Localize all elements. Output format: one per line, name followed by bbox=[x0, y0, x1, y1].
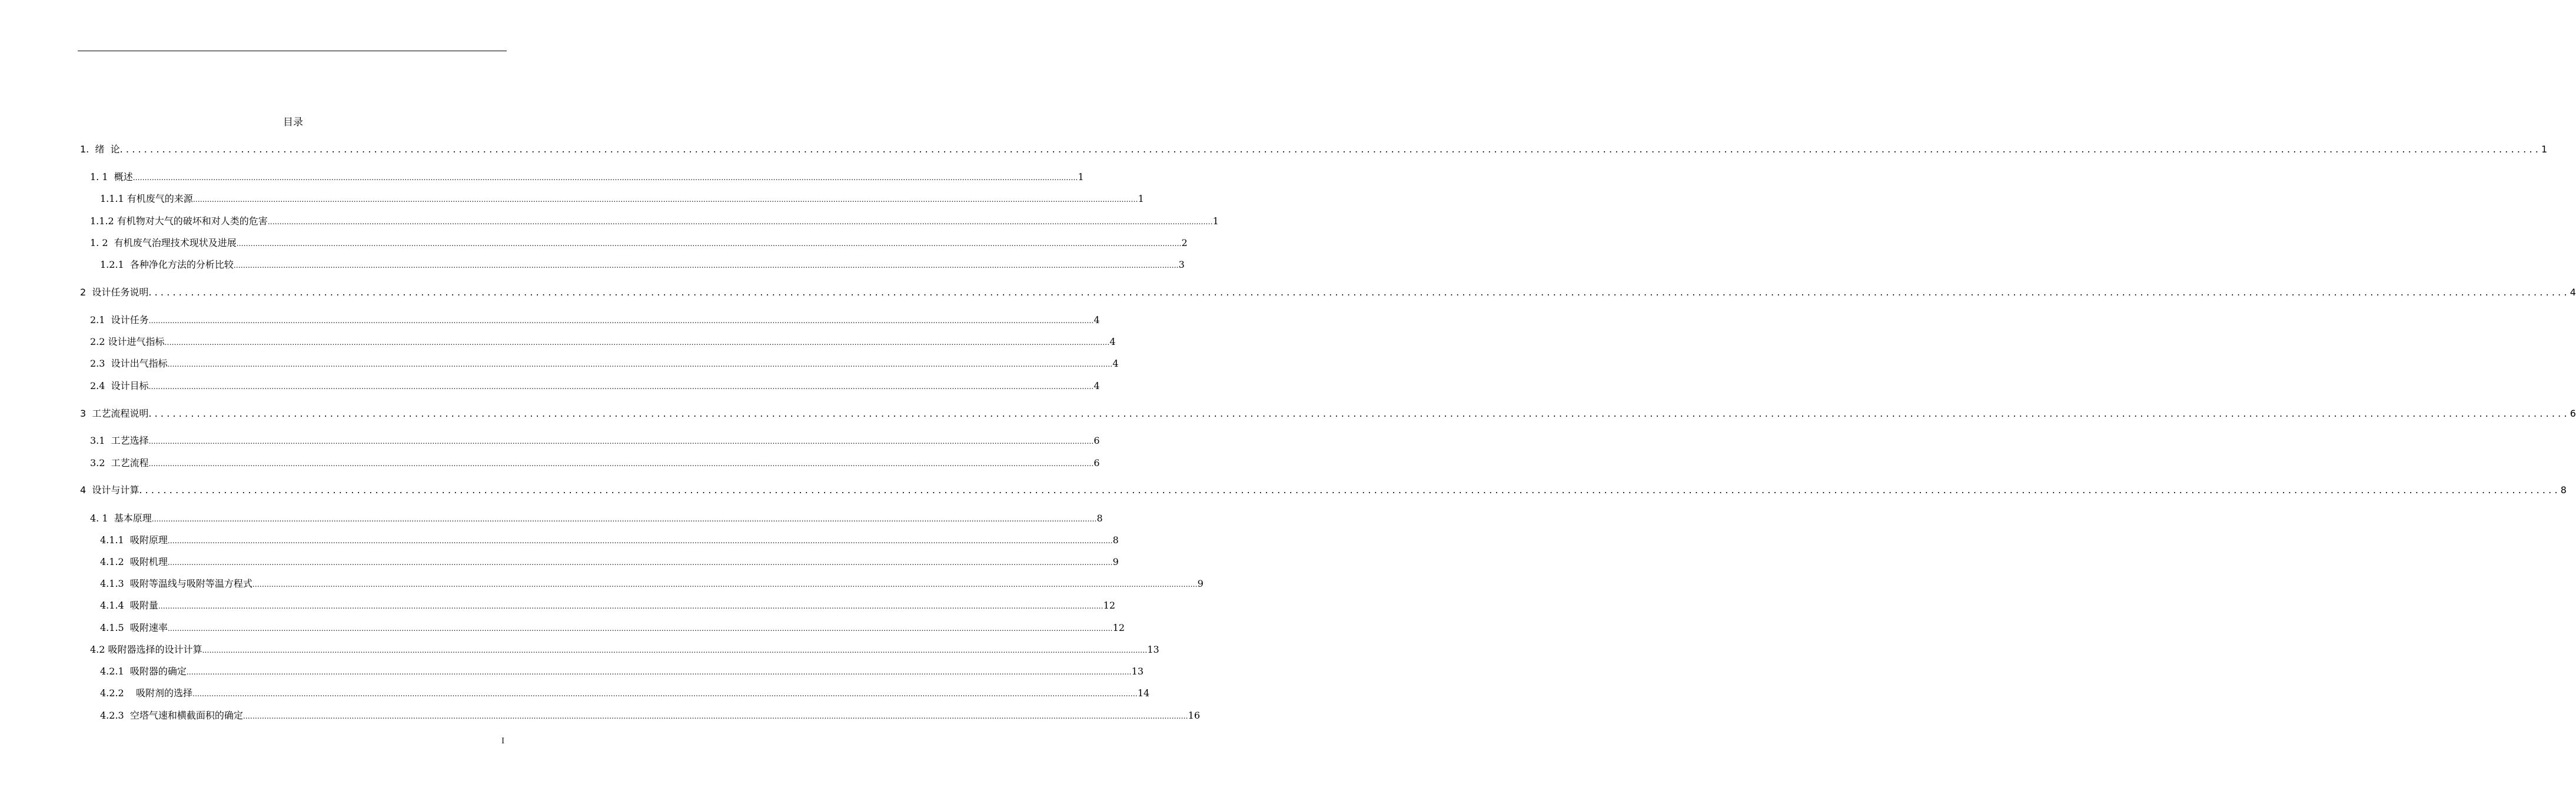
toc-dot-leader: ................................................................................................................................................................................................................................................................................................................................................................................................................ bbox=[158, 602, 1103, 610]
toc-dot-leader: ................................................................................................................................................................................................................................................................................................................................................................................................................ bbox=[192, 195, 1138, 204]
toc-entry-label: 3.2 工艺流程 bbox=[90, 457, 149, 468]
toc-entry[interactable] bbox=[80, 285, 2576, 299]
toc-dot-leader: ................................................................................................................................................................................................................................................................................................................................................................................................................ bbox=[132, 174, 1078, 182]
toc-dot-leader: ................................................................................................................................................................................................................................................................................................................................................................................................................ bbox=[148, 460, 1094, 468]
toc-entry-page-number: 4 bbox=[1109, 336, 1116, 347]
toc-entry-label: 2.2 设计进气指标 bbox=[90, 336, 165, 347]
toc-dot-leader: ................................................................................................................................................................................................................................................................................................................................................................................................................ bbox=[236, 240, 1182, 248]
toc-entry-page-number: 2 bbox=[1181, 237, 1188, 248]
toc-entry-page-number: 1 bbox=[1138, 193, 1144, 204]
toc-entry-page-number: 6 bbox=[1093, 457, 1100, 468]
toc-dot-leader: ................................................................................................................................................................................................................................................................................................................................................................................................................ bbox=[164, 338, 1110, 347]
toc-entry-page-number: 3 bbox=[1178, 259, 1185, 270]
toc-entry[interactable] bbox=[80, 142, 2548, 156]
toc-entry-label: 2.4 设计目标 bbox=[90, 380, 149, 391]
toc-dot-leader: ................................................................................................................................................................................................................................................................................................................................................................................................................ bbox=[233, 261, 1179, 270]
toc-entry[interactable] bbox=[90, 214, 1219, 228]
toc-entry-page-number: 1 bbox=[1078, 171, 1084, 182]
toc-entry-label: 1.2.1 各种净化方法的分析比较 bbox=[100, 259, 234, 270]
toc-entry-label: 2.3 设计出气指标 bbox=[90, 358, 168, 369]
toc-dot-leader: ................................................................................................................................................................................................................................................................................................................................................................................................................ bbox=[148, 287, 2570, 298]
toc-dot-leader: ................................................................................................................................................................................................................................................................................................................................................................................................................ bbox=[151, 515, 1097, 523]
toc-entry-label: 2.1 设计任务 bbox=[90, 314, 149, 325]
toc-entry[interactable] bbox=[100, 191, 1144, 205]
toc-entry[interactable] bbox=[100, 664, 1144, 678]
toc-entry-label: 4 设计与计算 bbox=[80, 484, 139, 496]
toc-entry[interactable] bbox=[100, 533, 1119, 547]
toc-dot-leader: ................................................................................................................................................................................................................................................................................................................................................................................................................ bbox=[252, 580, 1198, 589]
toc-entry[interactable] bbox=[90, 170, 1084, 184]
toc-entry-page-number: 4 bbox=[1093, 380, 1100, 391]
toc-dot-leader: ................................................................................................................................................................................................................................................................................................................................................................................................................ bbox=[148, 437, 1094, 446]
toc-entry-page-number: 8 bbox=[1096, 513, 1103, 524]
toc-entry-page-number: 12 bbox=[1103, 600, 1116, 611]
toc-entry-label: 4.2.3 空塔气速和横截面积的确定 bbox=[100, 710, 243, 721]
toc-dot-leader: ................................................................................................................................................................................................................................................................................................................................................................................................................ bbox=[167, 559, 1113, 567]
toc-entry[interactable] bbox=[100, 257, 1185, 271]
toc-dot-leader: ................................................................................................................................................................................................................................................................................................................................................................................................................ bbox=[202, 646, 1148, 654]
toc-entry-page-number: 8 bbox=[1112, 534, 1119, 546]
toc-entry-page-number: 4 bbox=[1112, 358, 1119, 369]
toc-dot-leader: ................................................................................................................................................................................................................................................................................................................................................................................................................ bbox=[192, 690, 1138, 698]
toc-entry[interactable] bbox=[90, 235, 1188, 250]
toc-entry-label: 4.1.2 吸附机理 bbox=[100, 556, 168, 567]
toc-entry[interactable] bbox=[100, 554, 1119, 569]
toc-entry-label: 2 设计任务说明 bbox=[80, 287, 149, 298]
toc-entry-label: 3.1 工艺选择 bbox=[90, 435, 149, 446]
toc-dot-leader: ................................................................................................................................................................................................................................................................................................................................................................................................................ bbox=[167, 537, 1113, 545]
toc-entry-page-number: 12 bbox=[1112, 622, 1125, 633]
toc-dot-leader: ................................................................................................................................................................................................................................................................................................................................................................................................................ bbox=[148, 383, 1094, 391]
toc-entry-page-number: 16 bbox=[1188, 710, 1201, 721]
toc-title: 目录 bbox=[283, 117, 303, 128]
toc-entry-page-number: 9 bbox=[1197, 578, 1204, 589]
toc-entry-page-number: 1 bbox=[2541, 144, 2548, 155]
toc-entry[interactable] bbox=[80, 406, 2576, 420]
toc-dot-leader: ................................................................................................................................................................................................................................................................................................................................................................................................................ bbox=[167, 624, 1113, 633]
toc-entry-label: 1. 绪 论 bbox=[80, 144, 120, 155]
toc-entry-page-number: 8 bbox=[2560, 484, 2567, 496]
toc-entry[interactable] bbox=[100, 686, 1150, 700]
toc-entry[interactable] bbox=[100, 620, 1125, 634]
toc-entry-label: 1.1.2 有机物对大气的破坏和对人类的危害 bbox=[90, 215, 268, 227]
toc-dot-leader: ................................................................................................................................................................................................................................................................................................................................................................................................................ bbox=[148, 408, 2570, 419]
toc-entry-page-number: 14 bbox=[1137, 687, 1150, 699]
toc-entry[interactable] bbox=[100, 598, 1116, 612]
toc-entry-page-number: 13 bbox=[1147, 644, 1159, 655]
toc-entry[interactable] bbox=[90, 356, 1119, 370]
footer-page-number: I bbox=[501, 737, 505, 746]
toc-entry-label: 1. 2 有机废气治理技术现状及进展 bbox=[90, 237, 237, 248]
toc-entry-label: 4.1.3 吸附等温线与吸附等温方程式 bbox=[100, 578, 252, 589]
toc-entry-label: 4.2 吸附器选择的设计计算 bbox=[90, 644, 202, 655]
toc-dot-leader: ................................................................................................................................................................................................................................................................................................................................................................................................................ bbox=[167, 360, 1113, 368]
toc-dot-leader: ................................................................................................................................................................................................................................................................................................................................................................................................................ bbox=[242, 712, 1188, 720]
toc-entry-label: 4.1.4 吸附量 bbox=[100, 600, 158, 611]
toc-entry[interactable] bbox=[90, 511, 1103, 525]
toc-entry[interactable] bbox=[100, 576, 1204, 590]
toc-entry-label: 3 工艺流程说明 bbox=[80, 408, 149, 419]
toc-entry[interactable] bbox=[90, 642, 1159, 656]
toc-entry-page-number: 13 bbox=[1131, 666, 1144, 677]
toc-entry-page-number: 4 bbox=[2570, 287, 2576, 298]
toc-dot-leader: ................................................................................................................................................................................................................................................................................................................................................................................................................ bbox=[267, 218, 1213, 226]
toc-entry-label: 4.1.5 吸附速率 bbox=[100, 622, 168, 633]
toc-entry-label: 4. 1 基本原理 bbox=[90, 513, 152, 524]
toc-entry[interactable] bbox=[90, 433, 1100, 447]
toc-entry-label: 1.1.1 有机废气的来源 bbox=[100, 193, 193, 204]
toc-entry-page-number: 9 bbox=[1112, 556, 1119, 567]
toc-entry[interactable] bbox=[90, 456, 1100, 470]
toc-dot-leader: ................................................................................................................................................................................................................................................................................................................................................................................................................ bbox=[139, 484, 2561, 496]
toc-dot-leader: ................................................................................................................................................................................................................................................................................................................................................................................................................ bbox=[148, 317, 1094, 325]
toc-entry-label: 1. 1 概述 bbox=[90, 171, 133, 182]
toc-dot-leader: ................................................................................................................................................................................................................................................................................................................................................................................................................ bbox=[119, 144, 2541, 155]
toc-entry-label: 4.2.1 吸附器的确定 bbox=[100, 666, 187, 677]
toc-entry[interactable] bbox=[80, 483, 2567, 497]
toc-entry[interactable] bbox=[90, 313, 1100, 327]
toc-entry-page-number: 6 bbox=[1093, 435, 1100, 446]
toc-dot-leader: ................................................................................................................................................................................................................................................................................................................................................................................................................ bbox=[186, 668, 1132, 676]
toc-entry[interactable] bbox=[90, 378, 1100, 393]
toc-entry-label: 4.1.1 吸附原理 bbox=[100, 534, 168, 546]
toc-entry[interactable] bbox=[100, 708, 1201, 722]
toc-entry-page-number: 1 bbox=[1212, 215, 1219, 227]
toc-entry[interactable] bbox=[90, 334, 1116, 348]
toc-entry-label: 4.2.2 吸附剂的选择 bbox=[100, 687, 193, 699]
toc-entry-page-number: 4 bbox=[1093, 314, 1100, 325]
toc-entry-page-number: 6 bbox=[2570, 408, 2576, 419]
